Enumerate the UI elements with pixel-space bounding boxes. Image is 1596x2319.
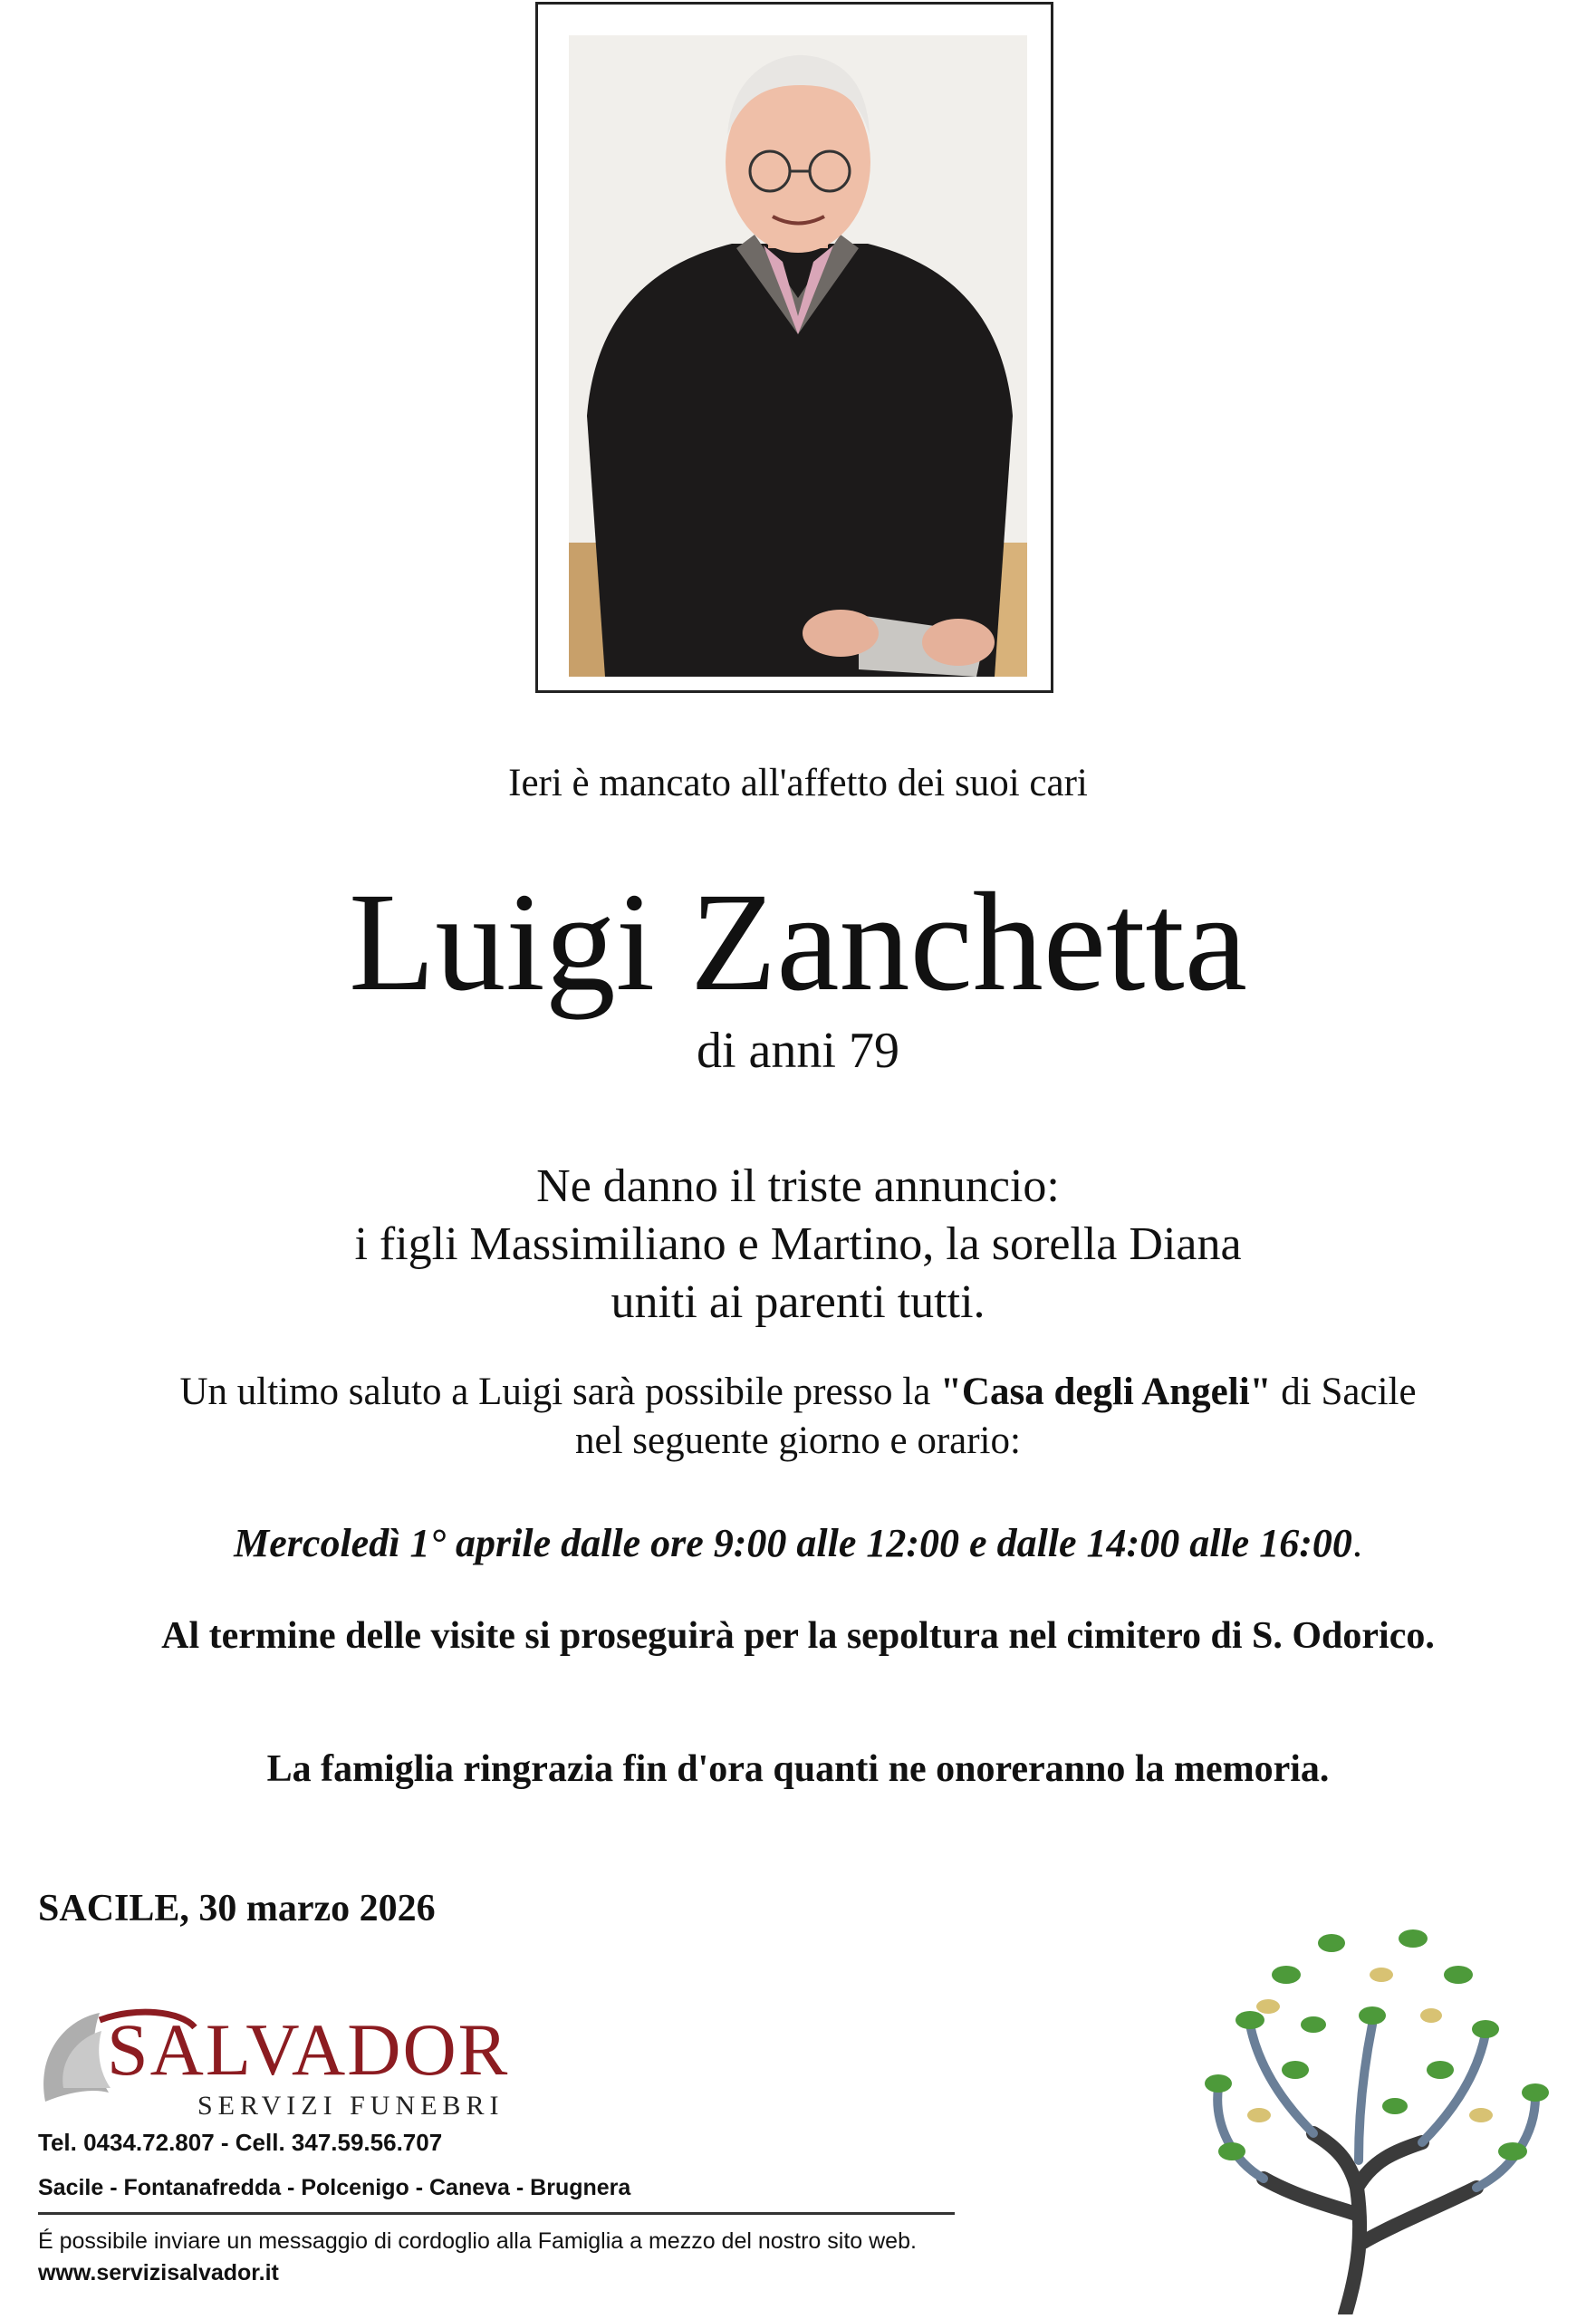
deceased-age: di anni 79 (697, 1023, 899, 1079)
schedule-text: Mercoledì 1° aprile dalle ore 9:00 alle 12:00 e dalle 14:00 alle 16:00 (234, 1521, 1352, 1565)
schedule-period: . (1351, 1521, 1362, 1565)
portrait-frame (535, 2, 1053, 693)
greeting-text: di Sacile (1271, 1371, 1417, 1413)
portrait-illustration (569, 35, 1027, 677)
greeting-line: nel seguente giorno e orario: (575, 1419, 1021, 1462)
visiting-schedule (0, 1518, 1596, 1569)
announcement-line: Ne danno il triste annuncio: (536, 1160, 1060, 1212)
footer-divider (38, 2212, 955, 2215)
agency-website-link[interactable]: www.servizisalvador.it (38, 2260, 279, 2285)
family-thanks: La famiglia ringrazia fin d'ora quanti ne onoreranno la memoria. (266, 1748, 1330, 1790)
deceased-name: Luigi Zanchetta (349, 863, 1247, 1020)
announcement-line: uniti ai parenti tutti. (611, 1276, 985, 1328)
intro-text: Ieri è mancato all'affetto dei suoi cari (508, 762, 1088, 804)
condolence-note: É possibile inviare un messaggio di cordoglio alla Famiglia a mezzo del nostro sito web. (38, 2228, 917, 2254)
last-greeting (0, 1368, 1596, 1466)
agency-contacts: Tel. 0434.72.807 - Cell. 347.59.56.707 (38, 2129, 443, 2156)
place-and-date: SACILE, 30 marzo 2026 (38, 1888, 436, 1929)
greeting-line (0, 1368, 1596, 1417)
venue-name: "Casa degli Angeli" (940, 1371, 1272, 1413)
agency-logo-word: SALVADOR (107, 2008, 510, 2091)
announcement (0, 1158, 1596, 1332)
announcement-line: i figli Massimiliano e Martino, la sorella Diana (354, 1218, 1242, 1270)
portrait-photo (569, 35, 1027, 677)
tree-illustration (1178, 1889, 1567, 2314)
agency-logo-subtitle: SERVIZI FUNEBRI (197, 2091, 505, 2121)
tree-of-life-icon (1178, 1889, 1567, 2314)
agency-towns: Sacile - Fontanafredda - Polcenigo - Caneva - Brugnera (38, 2175, 631, 2200)
burial-note: Al termine delle visite si proseguirà per la sepoltura nel cimitero di S. Odorico. (161, 1615, 1435, 1657)
greeting-text: Un ultimo saluto a Luigi sarà possibile presso la (179, 1371, 941, 1413)
